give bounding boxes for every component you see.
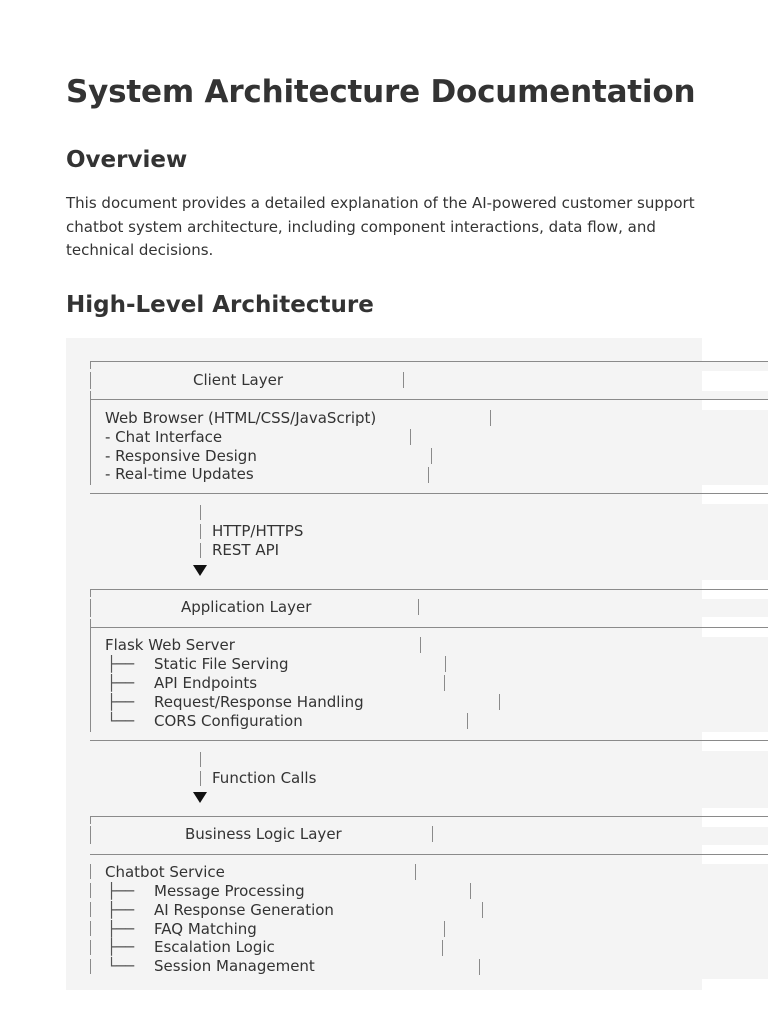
logic-item: Session Management	[154, 957, 315, 975]
logic-item: Escalation Logic	[154, 938, 275, 956]
overflow-strip	[702, 504, 768, 580]
architecture-code-block	[66, 338, 702, 990]
logic-item: AI Response Generation	[154, 901, 334, 919]
logic-main: Chatbot Service	[105, 863, 225, 881]
app-item: CORS Configuration	[154, 712, 303, 730]
client-main: Web Browser (HTML/CSS/JavaScript)	[105, 409, 377, 427]
application-layer-title: Application Layer	[181, 598, 312, 616]
app-item: Static File Serving	[154, 655, 289, 673]
tree-branch: ├──	[107, 938, 135, 956]
overflow-strip	[702, 391, 768, 400]
overflow-strip	[702, 637, 768, 732]
overflow-strip	[702, 361, 768, 371]
connector-calls-label: Function Calls	[212, 769, 317, 787]
client-item: - Real-time Updates	[105, 465, 254, 483]
page-title: System Architecture Documentation	[66, 74, 696, 110]
tree-branch: ├──	[107, 901, 135, 919]
tree-branch-last: └──	[107, 712, 135, 730]
logic-item: FAQ Matching	[154, 920, 257, 938]
app-main: Flask Web Server	[105, 636, 235, 654]
tree-branch: ├──	[107, 882, 135, 900]
app-item: Request/Response Handling	[154, 693, 364, 711]
connector-protocol-label: HTTP/HTTPS	[212, 522, 304, 540]
app-item: API Endpoints	[154, 674, 258, 692]
overflow-strip	[702, 827, 768, 845]
client-layer-title: Client Layer	[193, 371, 284, 389]
overview-paragraph: This document provides a detailed explanation of the AI-powered customer support chatbot system architecture, including component interactions, data flow, and technical decisions.	[66, 194, 695, 259]
connector-api-label: REST API	[212, 541, 280, 559]
overview-heading: Overview	[66, 147, 188, 173]
tree-branch: ├──	[107, 655, 135, 673]
tree-branch: ├──	[107, 674, 135, 692]
client-item: - Responsive Design	[105, 447, 257, 465]
overflow-strip	[702, 864, 768, 979]
overflow-strip	[702, 751, 768, 808]
client-item: - Chat Interface	[105, 428, 223, 446]
logic-item: Message Processing	[154, 882, 305, 900]
tree-branch-last: └──	[107, 957, 135, 975]
tree-branch: ├──	[107, 693, 135, 711]
overflow-strip	[702, 599, 768, 617]
architecture-heading: High-Level Architecture	[66, 292, 374, 318]
business-layer-title: Business Logic Layer	[185, 825, 342, 843]
overflow-strip	[702, 410, 768, 485]
tree-branch: ├──	[107, 920, 135, 938]
